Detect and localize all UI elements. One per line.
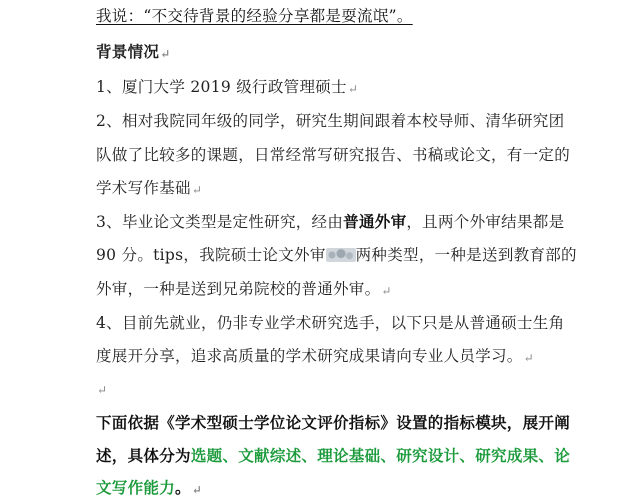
- item-3-bold-term: 普通外审: [343, 212, 407, 231]
- item-2-line-1-text: 2、相对我院同年级的同学，研究生期间跟着本校导师、清华研究团: [96, 112, 565, 130]
- item-4-line-1: [96, 313, 564, 333]
- item-3-line-1-suffix: ，且两个外审结果都是: [406, 213, 565, 231]
- item-4-line-2-text: 度展开分享，追求高质量的学术研究成果请向专业人员学习。: [96, 347, 523, 365]
- paragraph-mark-icon: ↵: [381, 284, 392, 298]
- closing-line-2-prefix: 述，具体分为: [96, 446, 191, 465]
- item-2-line-3-text: 学术写作基础: [96, 179, 191, 197]
- paragraph-mark-icon: ↵: [97, 383, 108, 397]
- item-3-line-2: [96, 245, 577, 265]
- closing-line-1-text: 下面依据《学术型硕士学位论文评价指标》设置的指标模块，展开阐: [96, 413, 571, 432]
- closing-line-3: [96, 478, 202, 499]
- paragraph-mark-icon: ↵: [160, 47, 171, 61]
- paragraph-mark-icon: ↵: [191, 183, 203, 197]
- closing-line-2-green: 选题、文献综述、理论基础、研究设计、研究成果、论: [190, 446, 571, 465]
- redaction-blot-icon: [326, 248, 356, 262]
- closing-line-3-green: 文写作能力: [96, 478, 176, 497]
- item-1-text: 1、厦门大学 2019 级行政管理硕士: [96, 78, 347, 96]
- item-2-line-2-text: 队做了比较多的课题，日常经常写研究报告、书稿或论文，有一定的: [96, 146, 571, 164]
- quote-line: [96, 6, 413, 26]
- item-1: [96, 77, 358, 98]
- closing-line-1: [96, 413, 570, 433]
- paragraph-mark-icon: ↵: [523, 351, 534, 365]
- background-heading-text: 背景情况: [96, 42, 160, 61]
- background-heading: [96, 42, 171, 63]
- item-2-line-2: [96, 145, 570, 165]
- closing-line-3-suffix: 。: [175, 478, 191, 497]
- item-3-line-2-suffix: 两种类型，一种是送到教育部的: [355, 246, 577, 264]
- quote-text: 我说：“不交待背景的经验分享都是耍流氓”。: [96, 7, 413, 25]
- item-4-line-1-text: 4、目前先就业，仍非专业学术研究选手，以下只是从普通硕士生角: [96, 314, 565, 332]
- item-2-line-3: [96, 178, 202, 199]
- item-4-line-2: [96, 346, 534, 367]
- item-3-line-3: [96, 279, 392, 300]
- paragraph-mark-icon: ↵: [347, 82, 359, 96]
- empty-paragraph: [96, 378, 107, 399]
- paragraph-mark-icon: ↵: [191, 483, 203, 497]
- item-3-line-2-prefix: 90 分。tips，我院硕士论文外审: [96, 246, 326, 264]
- closing-line-2: [96, 446, 570, 466]
- item-3-line-1: [96, 212, 564, 232]
- item-3-line-3-text: 外审，一种是送到兄弟院校的普通外审。: [96, 280, 381, 298]
- item-2-line-1: [96, 111, 564, 131]
- item-3-line-1-prefix: 3、毕业论文类型是定性研究，经由: [96, 213, 344, 231]
